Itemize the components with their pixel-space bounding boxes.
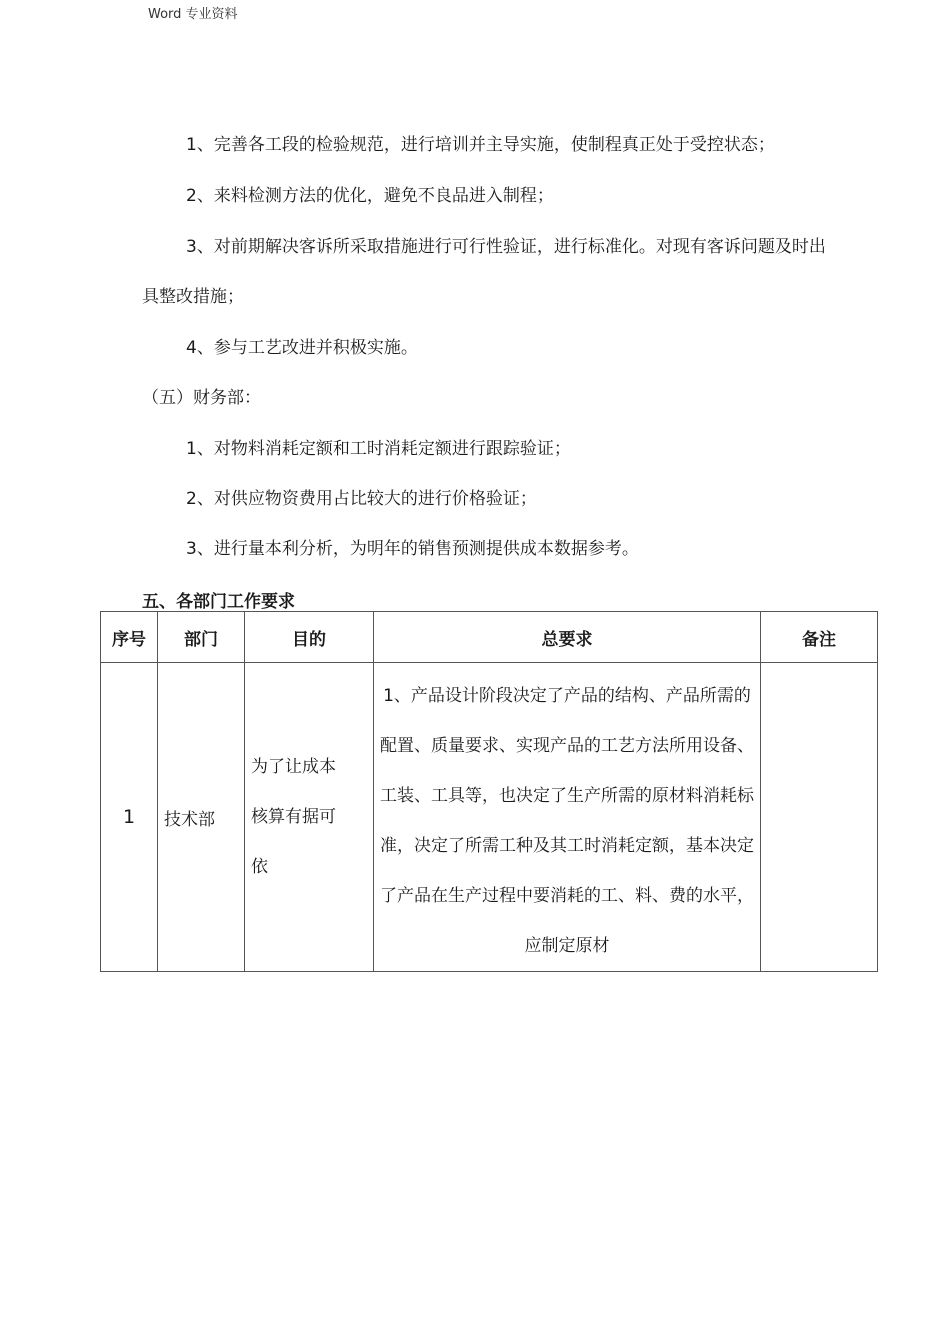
paragraph: 3、进行量本利分析，为明年的销售预测提供成本数据参考。 — [186, 539, 639, 559]
header-cell-notes: 备注 — [761, 612, 878, 663]
table-header-row — [101, 612, 878, 663]
paragraph: 4、参与工艺改进并积极实施。 — [186, 338, 418, 358]
cell-department: 技术部 — [158, 663, 245, 972]
header-cell-number: 序号 — [101, 612, 158, 663]
paragraph: 3、对前期解决客诉所采取措施进行可行性验证，进行标准化。对现有客诉问题及时出 — [186, 237, 826, 257]
paragraph: 1、对物料消耗定额和工时消耗定额进行跟踪验证； — [186, 439, 571, 459]
table-row — [101, 663, 878, 972]
header-cell-purpose: 目的 — [245, 612, 374, 663]
purpose-text: 为了让成本核算有据可依 — [251, 757, 336, 877]
header-cell-requirements: 总要求 — [374, 612, 761, 663]
paragraph: 具整改措施； — [142, 287, 244, 307]
header-cell-department: 部门 — [158, 612, 245, 663]
cell-requirements: 1、产品设计阶段决定了产品的结构、产品所需的配置、质量要求、实现产品的工艺方法所用设备、工装、工具等，也决定了生产所需的原材料消耗标准，决定了所需工种及其工时消耗定额，基本决定了产品在生产过程中要消耗的工、料、费的水平，应制定原材 — [374, 663, 761, 972]
subsection-heading: （五）财务部： — [142, 388, 261, 408]
cell-purpose — [245, 663, 374, 972]
paragraph: 2、来料检测方法的优化，避免不良品进入制程； — [186, 186, 554, 206]
paragraph: 2、对供应物资费用占比较大的进行价格验证； — [186, 489, 537, 509]
cell-notes — [761, 663, 878, 972]
paragraph: 1、完善各工段的检验规范，进行培训并主导实施，使制程真正处于受控状态； — [186, 135, 775, 155]
section-title: 五、各部门工作要求 — [142, 592, 295, 612]
page-header: Word 专业资料 — [148, 7, 238, 22]
cell-number: 1 — [101, 663, 158, 972]
requirements-table — [100, 611, 878, 972]
